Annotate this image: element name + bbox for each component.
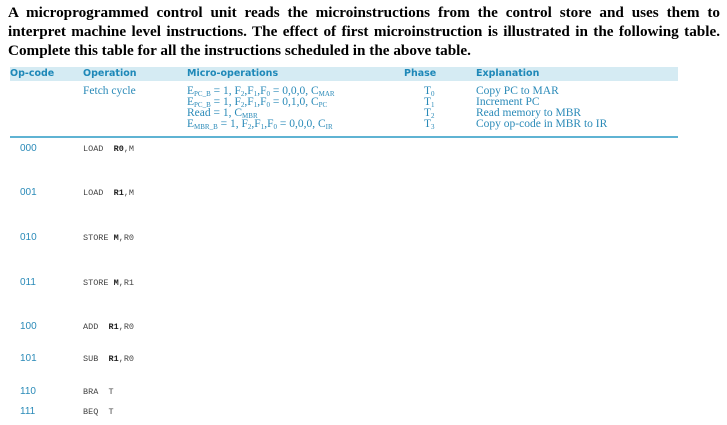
instructions-paragraph: A microprogrammed control unit reads the microinstructions from the control store and uses them to interpret machine level instructions. The effect of first microinstruction is illustrated in the following table. Complete this table for all the instructions scheduled in the above table. — [8, 4, 720, 59]
operand-1: R1 — [108, 354, 119, 364]
text-segment: 2 — [431, 112, 435, 120]
text-segment: 1 — [253, 101, 258, 109]
text-segment: E — [187, 85, 195, 97]
text-segment: E — [187, 118, 195, 130]
text-segment: 0 — [266, 101, 270, 109]
text-segment: 2 — [240, 101, 245, 109]
text-segment: = 1, F — [210, 96, 241, 108]
text-segment: MBR — [242, 112, 258, 120]
text-segment: T — [424, 85, 432, 97]
opcode: 000 — [20, 143, 37, 154]
table-row — [0, 232, 727, 244]
table-row — [0, 386, 727, 398]
text-segment: 0 — [266, 90, 270, 98]
text-segment: ,F — [244, 85, 254, 97]
text-segment: ,F — [251, 118, 261, 130]
microop-line — [187, 119, 333, 130]
opcode: 010 — [20, 232, 37, 243]
text-segment: 1 — [260, 123, 265, 131]
opcode: 001 — [20, 187, 37, 198]
text-segment: ,F — [257, 96, 267, 108]
operand-1: R1 — [113, 188, 124, 198]
explanation-line: Increment PC — [476, 96, 540, 108]
instruction: SUB R1,R0 — [83, 354, 135, 364]
operand-1: M — [113, 233, 119, 243]
explanation-line: Copy op-code in MBR to IR — [476, 118, 608, 130]
instruction: STORE M,R1 — [83, 278, 135, 288]
opcode: 101 — [20, 353, 37, 364]
text-segment: = 0,0,0, C — [276, 118, 326, 130]
phase-label — [424, 119, 435, 130]
table-row — [0, 321, 727, 333]
opcode: 011 — [20, 277, 36, 288]
table-row — [0, 353, 727, 365]
table-row — [0, 143, 727, 155]
text-segment: Read = 1, C — [187, 107, 243, 119]
text-segment: 3 — [431, 123, 435, 131]
operand-1: R0 — [113, 144, 124, 154]
instruction: LOAD R0,M — [83, 144, 135, 154]
table-row — [0, 406, 727, 418]
instruction: ADD R1,R0 — [83, 322, 135, 332]
text-segment: = 1, F — [217, 118, 248, 130]
opcode: 111 — [20, 406, 36, 417]
text-segment: E — [187, 96, 195, 108]
operand-1: R1 — [108, 322, 119, 332]
table-row — [0, 187, 727, 199]
header-opcode: Op-code — [10, 68, 55, 79]
text-segment: 1 — [253, 90, 258, 98]
explanation-line: Copy PC to MAR — [476, 85, 559, 97]
header-explanation: Explanation — [476, 68, 540, 79]
text-segment: T — [424, 118, 432, 130]
instruction: BEQ T — [83, 407, 114, 417]
operand-1: M — [113, 278, 119, 288]
text-segment: 0 — [431, 90, 435, 98]
opcode: 100 — [20, 321, 37, 332]
text-segment: PC_B — [194, 101, 211, 109]
text-segment: = 1, F — [210, 85, 241, 97]
text-segment: = 0,1,0, C — [269, 96, 319, 108]
text-segment: PC — [318, 101, 328, 109]
text-segment: IR — [325, 123, 333, 131]
text-segment: ,F — [244, 96, 254, 108]
text-segment: 2 — [240, 90, 245, 98]
text-segment: T — [424, 107, 432, 119]
header-operation: Operation — [83, 68, 137, 79]
table-divider — [10, 136, 678, 138]
instruction: BRA T — [83, 387, 114, 397]
text-segment: ,F — [264, 118, 274, 130]
text-segment: 2 — [247, 123, 252, 131]
text-segment: MBR_B — [194, 123, 218, 131]
table-header — [10, 67, 678, 81]
header-phase: Phase — [404, 68, 437, 79]
text-segment: ,F — [257, 85, 267, 97]
text-segment: 1 — [431, 101, 435, 109]
text-segment: = 0,0,0, C — [269, 85, 319, 97]
text-segment: MAR — [318, 90, 335, 98]
table-row — [0, 277, 727, 289]
text-segment: T — [424, 96, 432, 108]
text-segment: 0 — [273, 123, 277, 131]
opcode: 110 — [20, 386, 36, 397]
instruction: LOAD R1,M — [83, 188, 135, 198]
header-microops: Micro-operations — [187, 68, 279, 79]
text-segment: PC_B — [194, 90, 211, 98]
instruction: STORE M,R0 — [83, 233, 135, 243]
explanation-line: Read memory to MBR — [476, 107, 582, 119]
fetch-operation: Fetch cycle — [83, 85, 136, 97]
